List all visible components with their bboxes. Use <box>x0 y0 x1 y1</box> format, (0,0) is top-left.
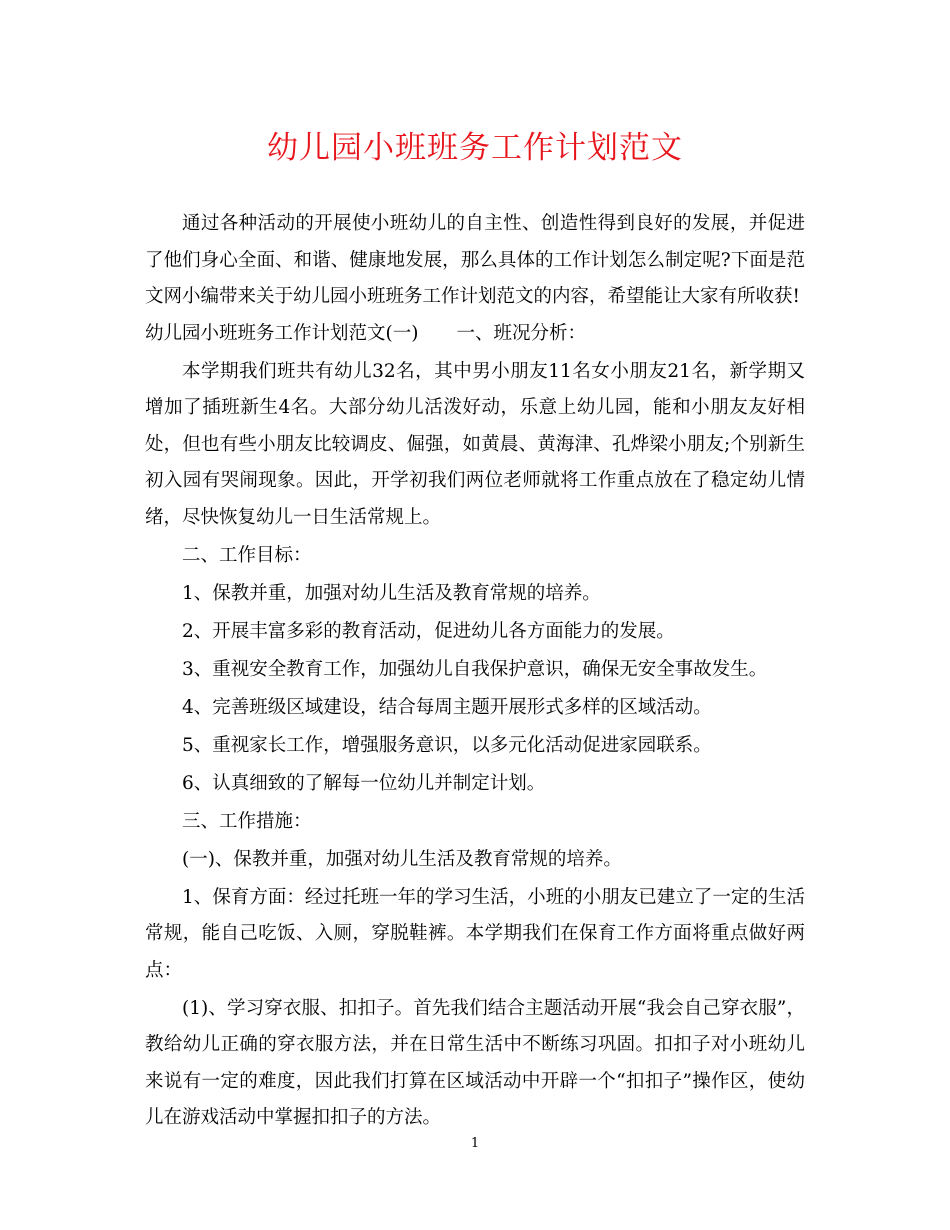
class-analysis-heading: 一、班况分析： <box>456 322 586 344</box>
goal-item-1: 1、保教并重，加强对幼儿生活及教育常规的培养。 <box>182 582 601 604</box>
section-line <box>145 316 805 353</box>
care-paragraph: 1、保育方面：经过托班一年的学习生活，小班的小朋友已建立了一定的生活常规，能自己吃饭、入厕，穿脱鞋裤。本学期我们在保育工作方面将重点做好两点： <box>145 886 805 981</box>
measures-subheading-1: (一)、保教并重，加强对幼儿生活及教育常规的培养。 <box>182 848 622 870</box>
goal-item-5: 5、重视家长工作，增强服务意识，以多元化活动促进家园联系。 <box>182 734 712 756</box>
section-title-one: 幼儿园小班班务工作计划范文(一) <box>145 322 419 344</box>
goal-item-2: 2、开展丰富多彩的教育活动，促进幼儿各方面能力的发展。 <box>182 620 675 642</box>
page-title: 幼儿园小班班务工作计划范文 <box>267 130 683 166</box>
dressing-paragraph: (1)、学习穿衣服、扣扣子。首先我们结合主题活动开展“我会自己穿衣服”，教给幼儿正确的穿衣服方法，并在日常生活中不断练习巩固。扣扣子对小班幼儿来说有一定的难度，因此我们打算在区域活动中开辟一个“扣扣子”操作区，使幼儿在游戏活动中掌握扣扣子的方法。 <box>145 997 805 1128</box>
goals-heading: 二、工作目标： <box>182 544 312 566</box>
measures-heading: 三、工作措施： <box>182 810 312 832</box>
class-analysis-paragraph: 本学期我们班共有幼儿32名，其中男小朋友11名女小朋友21名，新学期又增加了插班新生4名。大部分幼儿活泼好动，乐意上幼儿园，能和小朋友友好相处，但也有些小朋友比较调皮、倔强，如黄晨、黄海津、孔烨梁小朋友;个别新生初入园有哭闹现象。因此，开学初我们两位老师就将工作重点放在了稳定幼儿情绪，尽快恢复幼儿一日生活常规上。 <box>145 360 805 528</box>
goal-item-4: 4、完善班级区域建设，结合每周主题开展形式多样的区域活动。 <box>182 696 712 718</box>
document-body <box>145 206 805 1137</box>
page-number: 1 <box>470 1136 480 1151</box>
intro-paragraph: 通过各种活动的开展使小班幼儿的自主性、创造性得到良好的发展，并促进了他们身心全面、和谐、健康地发展，那么具体的工作计划怎么制定呢?下面是范文网小编带来关于幼儿园小班班务工作计划范文的内容，希望能让大家有所收获! <box>145 213 805 307</box>
goal-item-6: 6、认真细致的了解每一位幼儿并制定计划。 <box>182 772 546 794</box>
goal-item-3: 3、重视安全教育工作，加强幼儿自我保护意识，确保无安全事故发生。 <box>182 658 768 680</box>
